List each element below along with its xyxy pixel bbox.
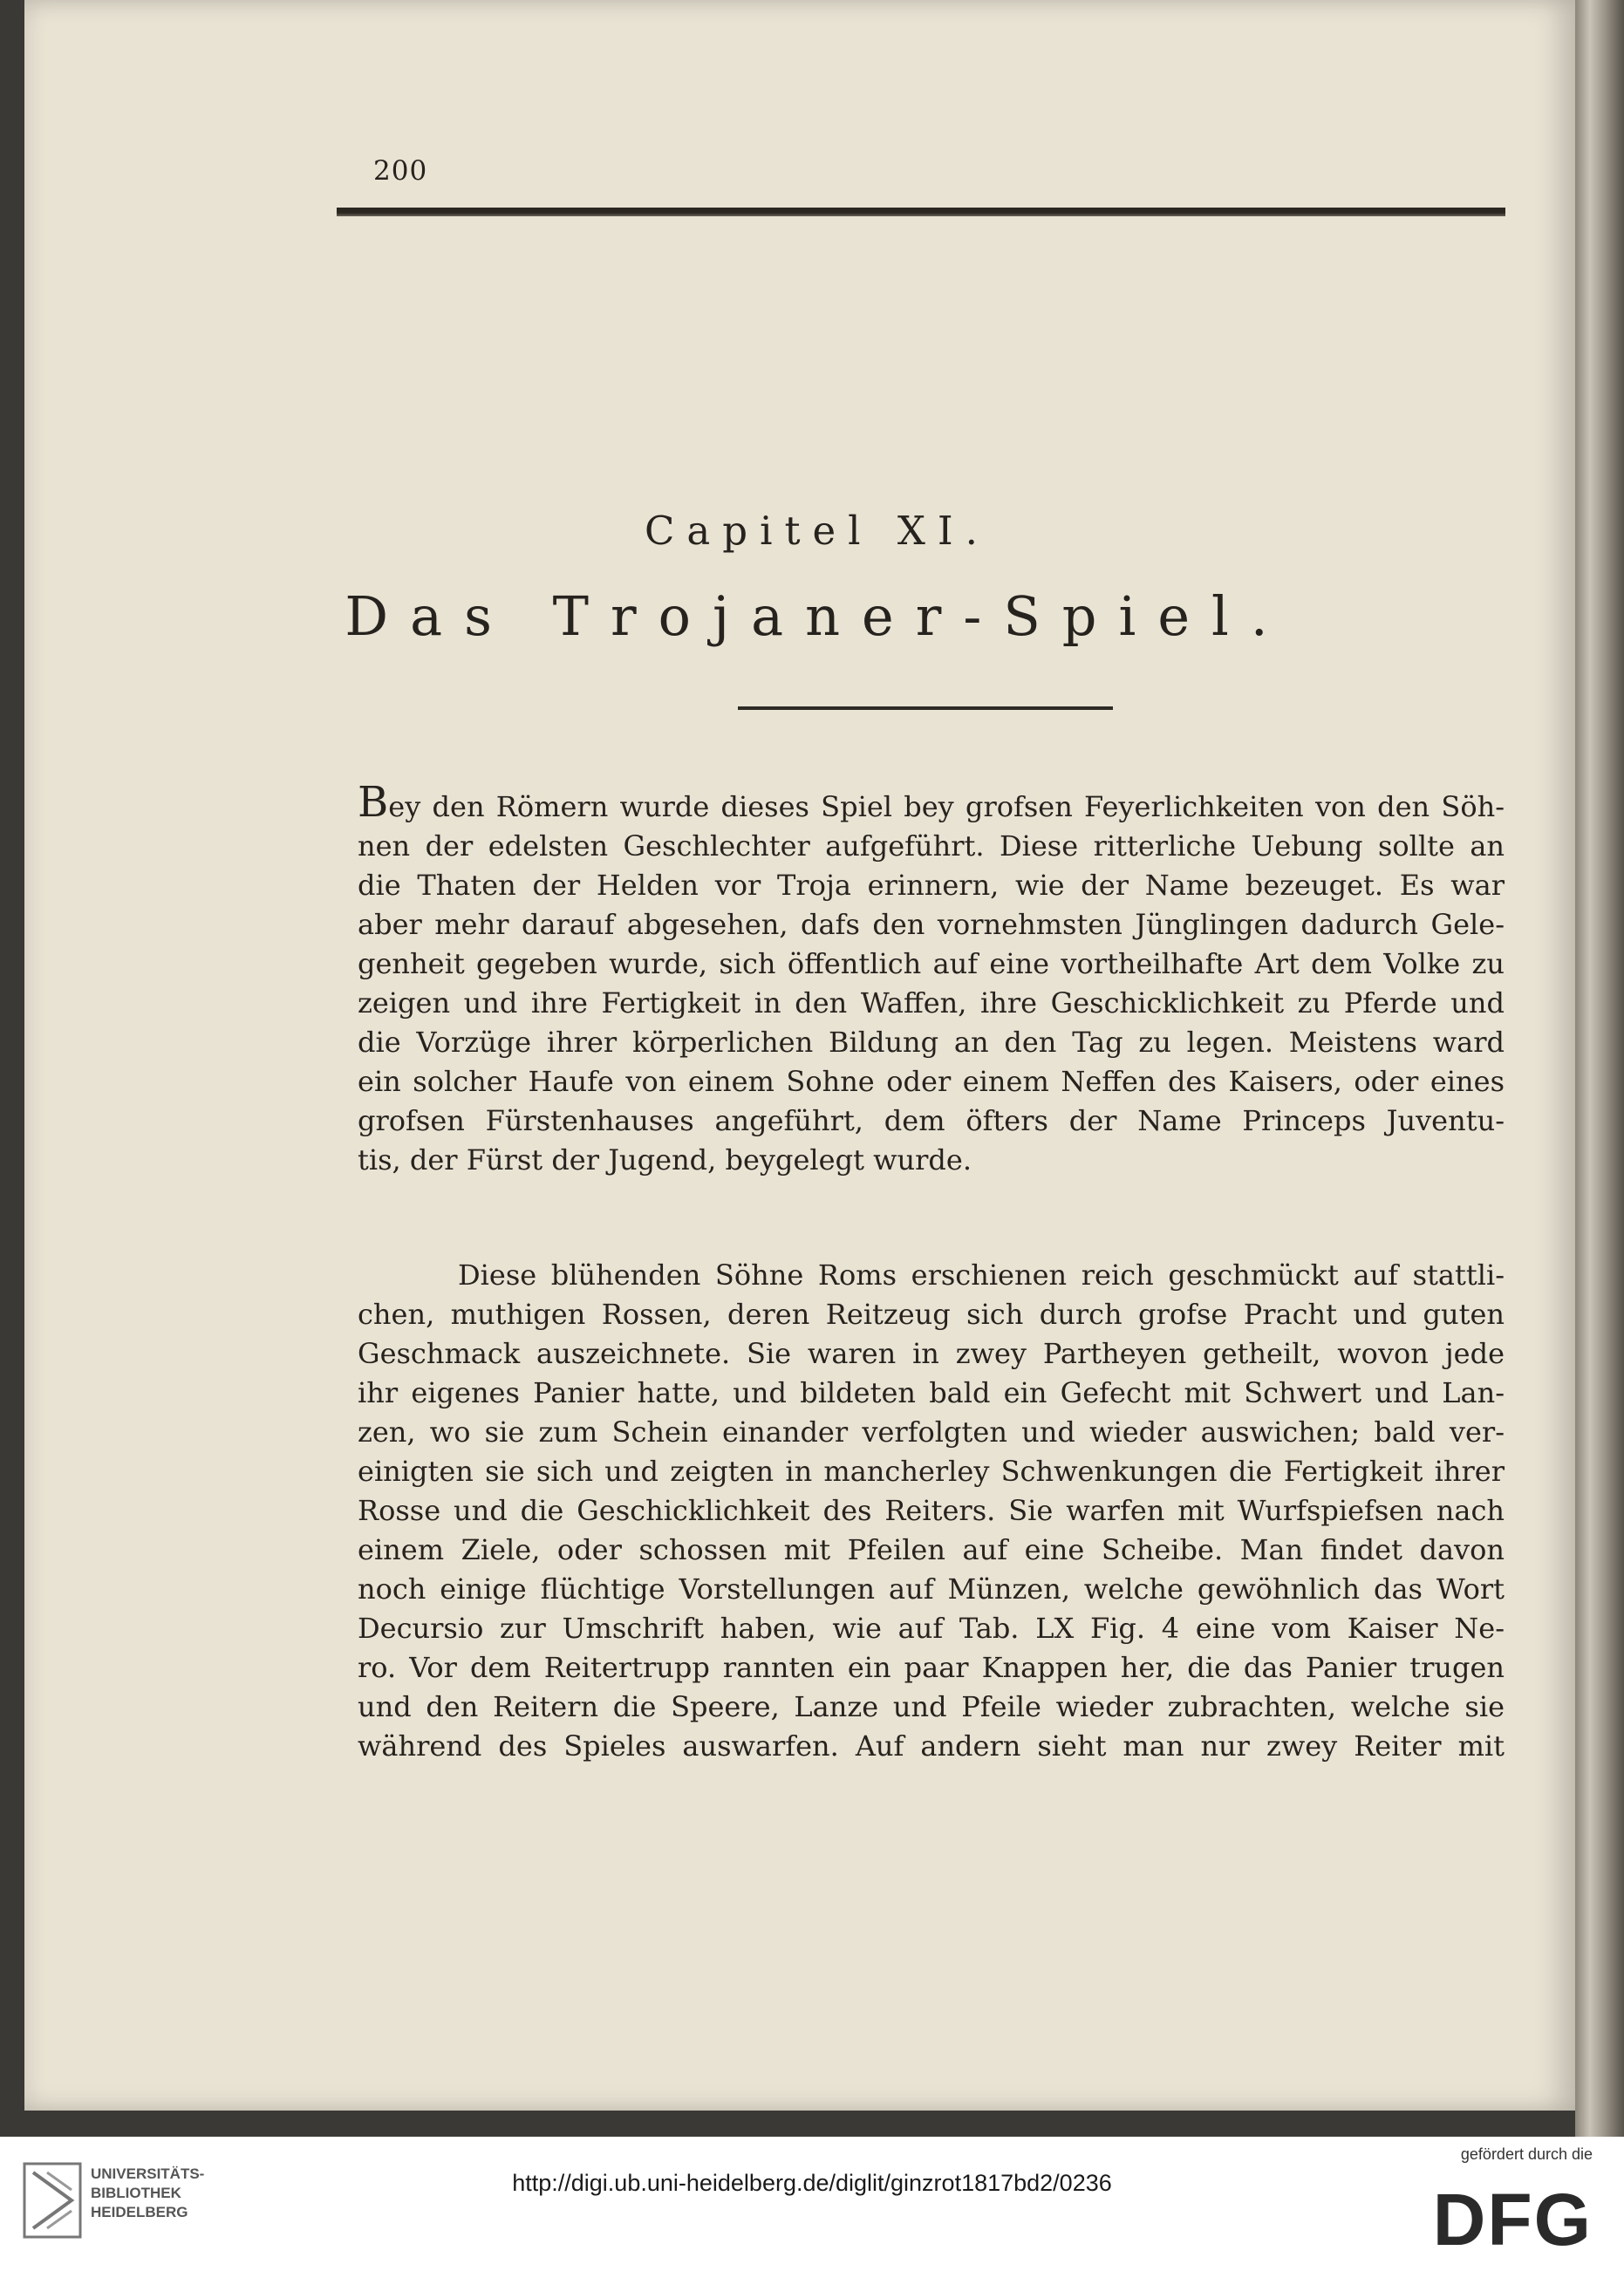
- text-line: noch einige flüchtige Vorstellungen auf Münzen, welche gewöhnlich das Wort: [358, 1572, 1505, 1606]
- text-line: Geschmack auszeichnete. Sie waren in zwey Partheyen getheilt, wovon jede: [358, 1337, 1505, 1370]
- text-line: einem Ziele, oder schossen mit Pfeilen auf eine Scheibe. Man findet davon: [358, 1533, 1505, 1566]
- text-line: chen, muthigen Rossen, deren Reitzeug sich durch grofse Pracht und guten: [358, 1298, 1505, 1331]
- source-link[interactable]: http://digi.ub.uni-heidelberg.de/diglit/ginzrot1817bd2/0236: [512, 2170, 1112, 2196]
- book-page: [24, 0, 1575, 2111]
- text-line: tis, der Fürst der Jugend, beygelegt wurde.: [358, 1143, 972, 1176]
- institution-name: UNIVERSITÄTS- BIBLIOTHEK HEIDELBERG: [91, 2165, 205, 2220]
- chapter-label: Capitel XI.: [645, 508, 990, 554]
- drop-cap: B: [358, 778, 389, 827]
- text-line: während des Spieles auswarfen. Auf andern sieht man nur zwey Reiter mit: [358, 1729, 1505, 1763]
- header-rule: [337, 208, 1505, 216]
- text-line: ein solcher Haufe von einem Sohne oder einem Neffen des Kaisers, oder eines: [358, 1065, 1505, 1098]
- paragraph-1: [358, 778, 1505, 1180]
- text-line: ro. Vor dem Reitertrupp rannten ein paar Knappen her, die das Panier trugen: [358, 1651, 1505, 1684]
- text-line: die Vorzüge ihrer körperlichen Bildung an den Tag zu legen. Meistens ward: [358, 1026, 1505, 1059]
- dfg-logo: DFG: [1432, 2179, 1593, 2261]
- text-line: nen der edelsten Geschlechter aufgeführt. Diese ritterliche Uebung sollte an: [358, 829, 1505, 863]
- page-number: 200: [373, 155, 428, 187]
- paragraph-2: [358, 1256, 1505, 1766]
- text-line: ihr eigenes Panier hatte, und bildeten bald ein Gefecht mit Schwert und Lan-: [358, 1376, 1505, 1409]
- title-rule: [738, 706, 1113, 710]
- text-line: Bey den Römern wurde dieses Spiel bey grofsen Feyerlichkeiten von den Söh-: [358, 778, 1505, 827]
- text-line: und den Reitern die Speere, Lanze und Pfeile wieder zubrachten, welche sie: [358, 1690, 1505, 1723]
- text-line: zen, wo sie zum Schein einander verfolgten und wieder auswichen; bald ver-: [358, 1415, 1505, 1449]
- text-line: Decursio zur Umschrift haben, wie auf Tab. LX Fig. 4 eine vom Kaiser Ne-: [358, 1612, 1505, 1645]
- text-line: Rosse und die Geschicklichkeit des Reiters. Sie warfen mit Wurfspiefsen nach: [358, 1494, 1505, 1527]
- text-line: grofsen Fürstenhauses angeführt, dem öfters der Name Princeps Juventu-: [358, 1104, 1505, 1137]
- text-line: Diese blühenden Söhne Roms erschienen reich geschmückt auf stattli-: [458, 1258, 1505, 1292]
- chapter-title: Das Trojaner-Spiel.: [345, 584, 1290, 648]
- book-edge: [1575, 0, 1624, 2137]
- funder-label: gefördert durch die: [1460, 2145, 1593, 2163]
- text-line: genheit gegeben wurde, sich öffentlich auf eine vortheilhafte Art dem Volke zu: [358, 947, 1505, 980]
- text-line: aber mehr darauf abgesehen, dafs den vornehmsten Jünglingen dadurch Gele-: [358, 908, 1505, 941]
- text-line: die Thaten der Helden vor Troja erinnern, wie der Name bezeuget. Es war: [358, 869, 1505, 902]
- text-line: einigten sie sich und zeigten in mancherley Schwenkungen die Fertigkeit ihrer: [358, 1455, 1505, 1488]
- text-line: zeigen und ihre Fertigkeit in den Waffen, ihre Geschicklichkeit zu Pferde und: [358, 986, 1505, 1020]
